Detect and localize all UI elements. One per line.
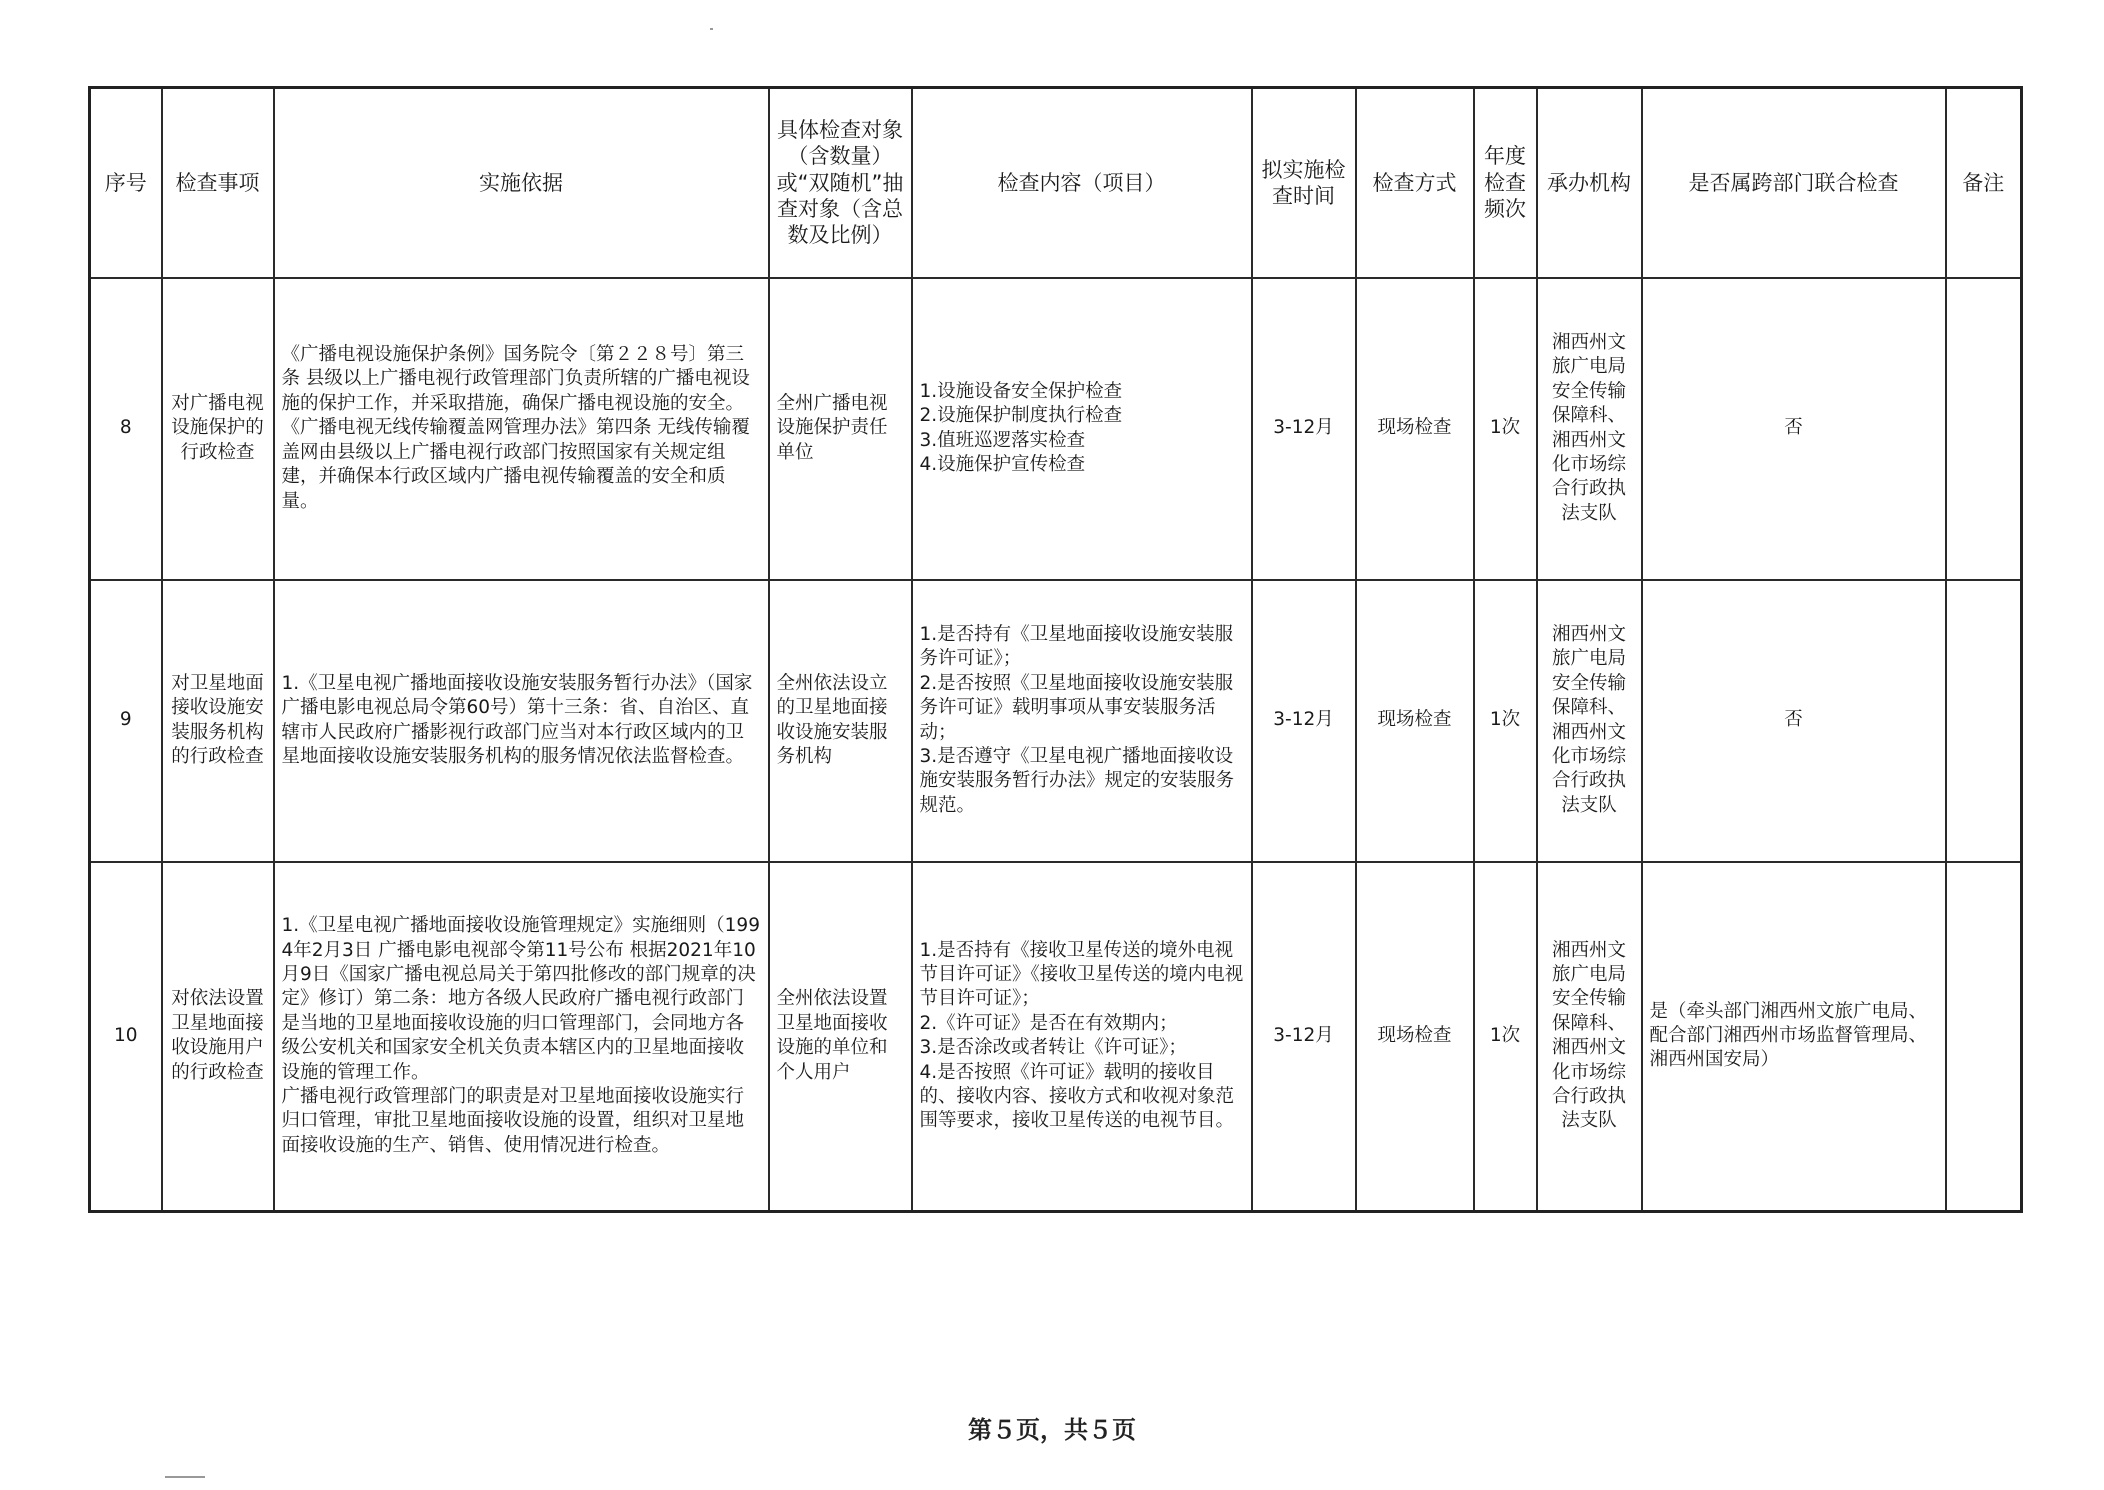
table-header-row (90, 88, 2022, 278)
cell-seq: 10 (90, 862, 162, 1212)
cell-org: 湘西州文旅广电局安全传输保障科、湘西州文化市场综合行政执法支队 (1537, 278, 1642, 580)
cell-basis: 1.《卫星电视广播地面接收设施安装服务暂行办法》（国家广播电影电视总局令第60号）第十三条：省、自治区、直辖市人民政府广播影视行政部门应当对本行政区域内的卫星地面接收设施安装服务机构的服务情况依法监督检查。 (274, 580, 769, 862)
scan-speck (165, 1476, 205, 1478)
header-time: 拟实施检查时间 (1252, 88, 1356, 278)
header-method: 检查方式 (1356, 88, 1474, 278)
cell-item: 对依法设置卫星地面接收设施用户的行政检查 (162, 862, 274, 1212)
cell-item: 对广播电视设施保护的行政检查 (162, 278, 274, 580)
scan-speck (710, 28, 713, 30)
cell-freq: 1次 (1474, 580, 1537, 862)
cell-org: 湘西州文旅广电局安全传输保障科、湘西州文化市场综合行政执法支队 (1537, 580, 1642, 862)
cell-remark (1946, 862, 2022, 1212)
cell-object: 全州广播电视设施保护责任单位 (769, 278, 912, 580)
header-org: 承办机构 (1537, 88, 1642, 278)
cell-time: 3-12月 (1252, 862, 1356, 1212)
header-basis: 实施依据 (274, 88, 769, 278)
header-content: 检查内容（项目） (912, 88, 1252, 278)
cell-object: 全州依法设置卫星地面接收设施的单位和个人用户 (769, 862, 912, 1212)
page-number: 第５页，共５页 (968, 1415, 1136, 1444)
cell-org: 湘西州文旅广电局安全传输保障科、湘西州文化市场综合行政执法支队 (1537, 862, 1642, 1212)
cell-content: 1.是否持有《接收卫星传送的境外电视节目许可证》《接收卫星传送的境内电视节目许可证》； 2.《许可证》是否在有效期内； 3.是否涂改或者转让《许可证》； 4.是否按照《许可证》载明的接收目的、接收内容、接收方式和收视对象范围等要求，接收卫星传送的电视节目。 (912, 862, 1252, 1212)
cell-basis: 《广播电视设施保护条例》国务院令〔第２２８号〕第三条 县级以上广播电视行政管理部门负责所辖的广播电视设施的保护工作，并采取措施，确保广播电视设施的安全。《广播电视无线传输覆盖网管理办法》第四条 无线传输覆盖网由县级以上广播电视行政部门按照国家有关规定组建，并确保本行政区域内广播电视传输覆盖的安全和质量。 (274, 278, 769, 580)
cell-method: 现场检查 (1356, 580, 1474, 862)
cell-joint: 否 (1642, 580, 1946, 862)
cell-time: 3-12月 (1252, 278, 1356, 580)
cell-freq: 1次 (1474, 278, 1537, 580)
header-freq: 年度检查频次 (1474, 88, 1537, 278)
cell-item: 对卫星地面接收设施安装服务机构的行政检查 (162, 580, 274, 862)
cell-method: 现场检查 (1356, 862, 1474, 1212)
cell-seq: 9 (90, 580, 162, 862)
table-row (90, 862, 2022, 1212)
cell-content: 1.设施设备安全保护检查 2.设施保护制度执行检查 3.值班巡逻落实检查 4.设施保护宣传检查 (912, 278, 1252, 580)
cell-content: 1.是否持有《卫星地面接收设施安装服务许可证》； 2.是否按照《卫星地面接收设施安装服务许可证》载明事项从事安装服务活动； 3.是否遵守《卫星电视广播地面接收设施安装服务暂行办法》规定的安装服务规范。 (912, 580, 1252, 862)
header-item: 检查事项 (162, 88, 274, 278)
header-object: 具体检查对象（含数量）或“双随机”抽查对象（含总数及比例） (769, 88, 912, 278)
cell-joint: 否 (1642, 278, 1946, 580)
cell-seq: 8 (90, 278, 162, 580)
inspection-table (88, 86, 2023, 1213)
cell-remark (1946, 580, 2022, 862)
cell-time: 3-12月 (1252, 580, 1356, 862)
header-joint: 是否属跨部门联合检查 (1642, 88, 1946, 278)
cell-remark (1946, 278, 2022, 580)
header-seq: 序号 (90, 88, 162, 278)
cell-freq: 1次 (1474, 862, 1537, 1212)
inspection-table-sheet (88, 86, 2020, 1210)
cell-object: 全州依法设立的卫星地面接收设施安装服务机构 (769, 580, 912, 862)
cell-joint: 是（牵头部门湘西州文旅广电局、配合部门湘西州市场监督管理局、湘西州国安局） (1642, 862, 1946, 1212)
cell-basis: 1.《卫星电视广播地面接收设施管理规定》实施细则（1994年2月3日 广播电影电视部令第11号公布 根据2021年10月9日《国家广播电视总局关于第四批修改的部门规章的决定》修订）第二条：地方各级人民政府广播电视行政部门是当地的卫星地面接收设施的归口管理部门，会同地方各级公安机关和国家安全机关负责本辖区内的卫星地面接收设施的管理工作。 广播电视行政管理部门的职责是对卫星地面接收设施实行归口管理，审批卫星地面接收设施的设置，组织对卫星地面接收设施的生产、销售、使用情况进行检查。 (274, 862, 769, 1212)
cell-method: 现场检查 (1356, 278, 1474, 580)
header-remark: 备注 (1946, 88, 2022, 278)
table-row (90, 580, 2022, 862)
table-row (90, 278, 2022, 580)
